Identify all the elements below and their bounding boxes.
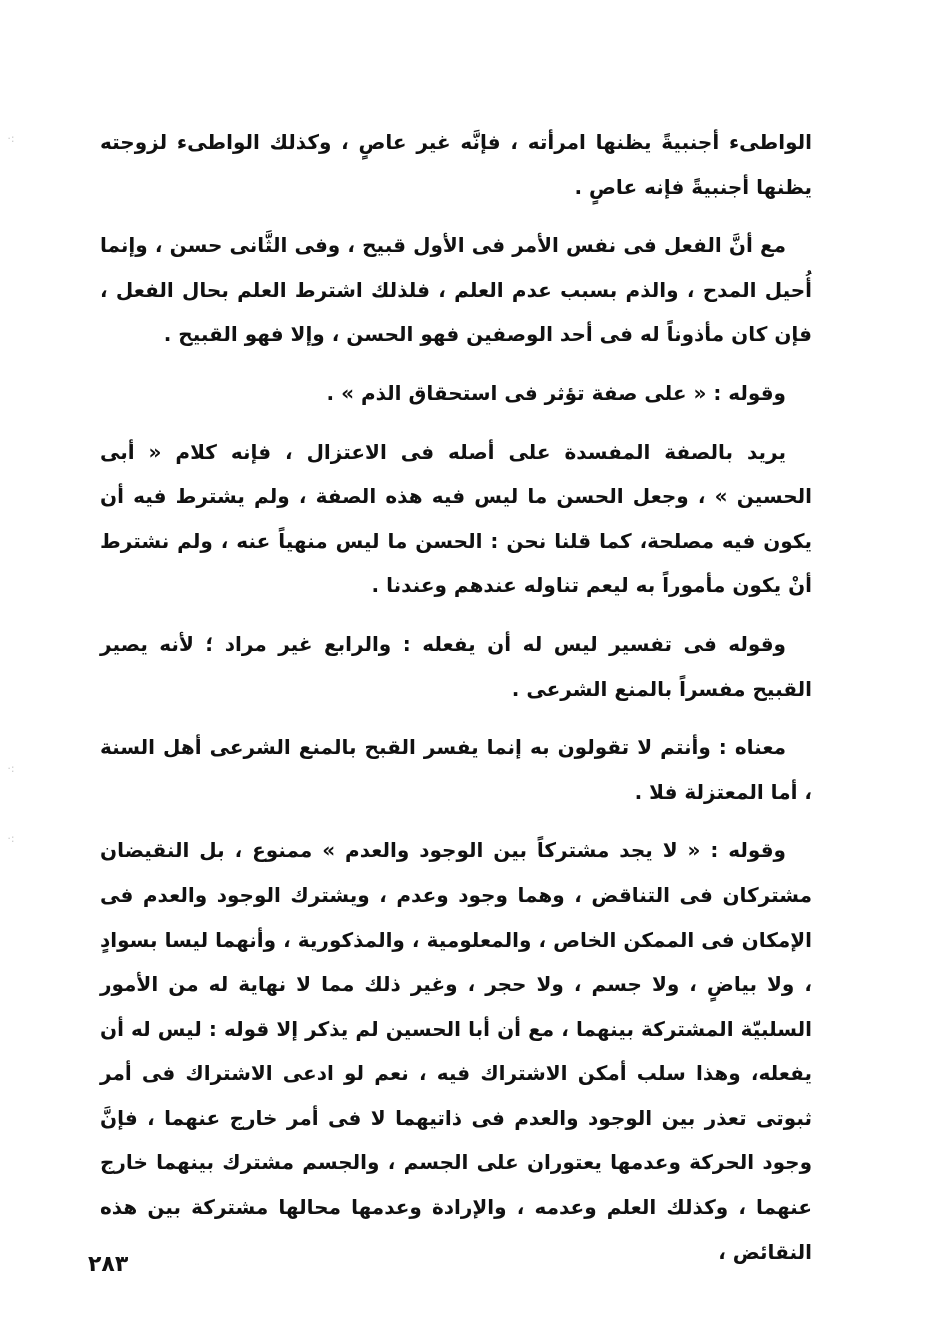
margin-speck-mark: ·: <box>7 762 15 775</box>
margin-speck-mark: ·: <box>7 132 15 145</box>
paragraph: مع أنَّ الفعل فى نفس الأمر فى الأول قبيح ، وفى الثَّانى حسن ، وإنما أُحيل المدح ، والذم بسبب عدم العلم ، فلذلك اشترط العلم بحال الفعل ، فإن كان مأذوناً له فى أحد الوصفين فهو الحسن ، وإلا فهو القبيح . <box>100 233 812 347</box>
paragraph: معناه : وأنتم لا تقولون به إنما يفسر القبح بالمنع الشرعى أهل السنة ، أما المعتزلة فلا . <box>100 735 812 804</box>
paragraph: وقوله : « لا يجد مشتركاً بين الوجود والعدم » ممنوع ، بل النقيضان مشتركان فى التناقض ، وهما وجود وعدم ، ويشترك الوجود والعدم فى الإمكان فى الممكن الخاص ، والمعلومية ، والمذكورية ، وأنهما ليسا بسوادٍ ، ولا بياضٍ ، ولا جسم ، ولا حجر ، وغير ذلك مما لا نهاية له من الأمور السلبيّة المشتركة بينهما ، مع أن أبا الحسين لم يذكر إلا قوله : ليس له أن يفعله، وهذا سلب أمكن الاشتراك فيه ، نعم لو ادعى الاشتراك فى أمر ثبوتى تعذر بين الوجود والعدم فى ذاتيهما لا فى أمر خارج عنهما ، فإنَّ وجود الحركة وعدمها يعتوران على الجسم ، والجسم مشترك بينهما خارج عنهما ، وكذلك العلم وعدمه ، والإرادة وعدمها محالها مشتركة بين هذه النقائض ، <box>100 838 812 1264</box>
paragraph: يريد بالصفة المفسدة على أصله فى الاعتزال ، فإنه كلام « أبى الحسين » ، وجعل الحسن ما ليس فيه هذه الصفة ، ولم يشترط فيه أن يكون فيه مصلحة، كما قلنا نحن : الحسن ما ليس منهياً عنه ، ولم نشترط أنْ يكون مأموراً به ليعم تناوله عندهم وعندنا . <box>100 439 812 598</box>
page-number: ٢٨٣ <box>88 1252 129 1277</box>
body-text <box>100 120 812 1288</box>
paragraph: وقوله : « على صفة تؤثر فى استحقاق الذم » . <box>326 380 786 405</box>
margin-speck-mark: ·: <box>7 832 15 845</box>
paragraph: وقوله فى تفسير ليس له أن يفعله : والرابع غير مراد ؛ لأنه يصير القبيح مفسراً بالمنع الشرعى . <box>100 631 812 701</box>
paragraph: الواطىء أجنبيةً يظنها امرأته ، فإنَّه غير عاصٍ ، وكذلك الواطىء لزوجته يظنها أجنبيةً فإنه عاصٍ . <box>100 130 812 199</box>
